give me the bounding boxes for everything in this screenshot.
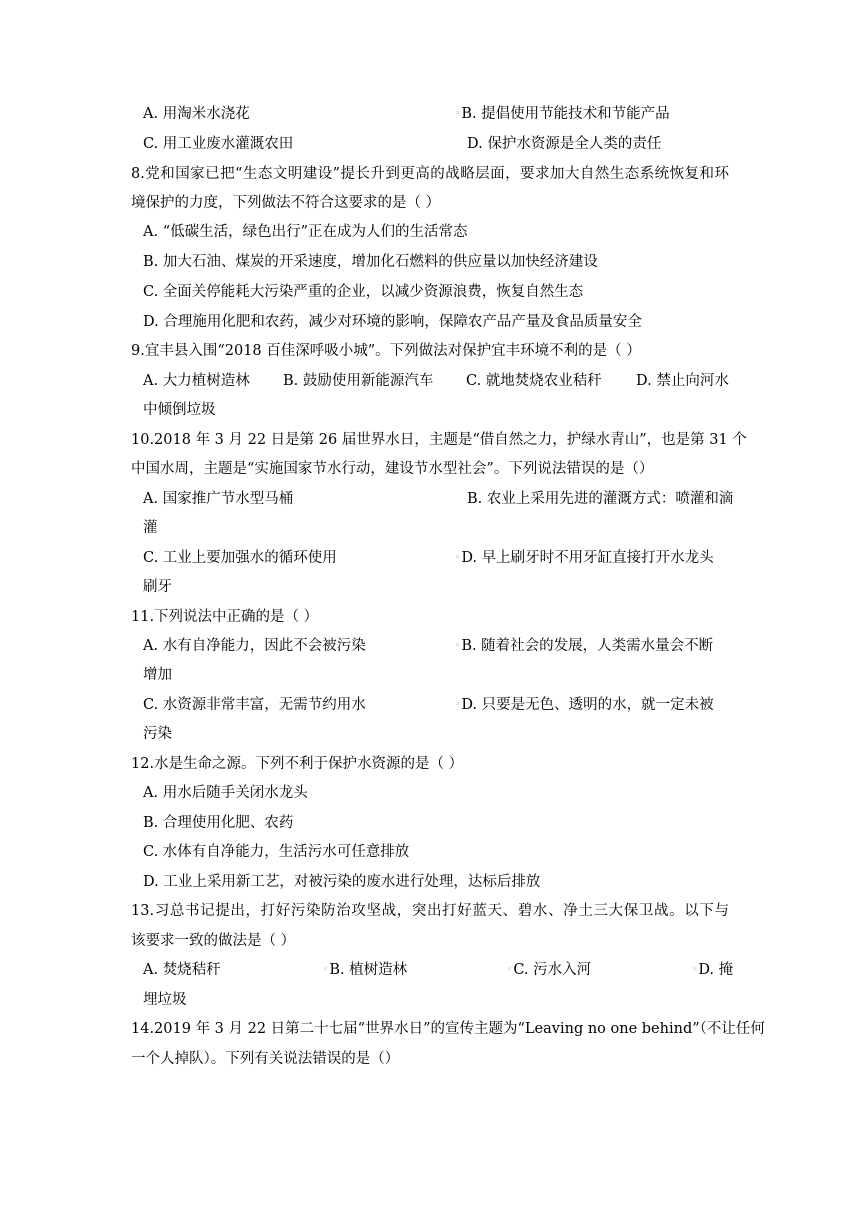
q12-option-a: A. 用水后随手关闭水龙头 (143, 785, 308, 801)
q10-option-d-continued: 刷牙 (143, 579, 172, 595)
q10-option-d-text: D. 早上刷牙时不用牙缸直接打开水龙头 (461, 550, 714, 566)
q10-stem-line2: 中国水周，主题是“实施国家节水行动，建设节水型社会”。下列说法错误的是（） (131, 461, 654, 477)
q9-option-b: B. 鼓励使用新能源汽车 (283, 373, 434, 389)
paragraph-mark-icon: ◦ (507, 965, 513, 975)
paragraph-mark-icon: ◦ (455, 109, 461, 119)
q10-option-a: A. 国家推广节水型马桶 (143, 491, 294, 507)
q9-option-c: C. 就地焚烧农业秸秆 (466, 373, 602, 389)
q11-option-c: C. 水资源非常丰富，无需节约用水 (143, 697, 366, 713)
q13-option-c (507, 960, 591, 980)
q8-option-a: A. “低碳生活，绿色出行”正在成为人们的生活常态 (143, 224, 468, 240)
q11-option-a: A. 水有自净能力，因此不会被污染 (143, 638, 366, 654)
paragraph-mark-icon: ◦ (455, 641, 461, 651)
q11-option-b (455, 636, 713, 656)
q12-option-c: C. 水体有自净能力，生活污水可任意排放 (143, 844, 410, 860)
q12-option-b: B. 合理使用化肥、农药 (143, 815, 294, 831)
q8-stem-line2: 境保护的力度，下列做法不符合这要求的是（ ） (131, 195, 441, 211)
q13-option-b-text: B. 植树造林 (329, 962, 408, 978)
q8-option-b: B. 加大石油、煤炭的开采速度，增加化石燃料的供应量以加快经济建设 (143, 254, 598, 270)
q13-option-c-text: C. 污水入河 (513, 962, 592, 978)
q8-option-c: C. 全面关停能耗大污染严重的企业，以减少资源浪费，恢复自然生态 (143, 284, 584, 300)
q13-option-d-text: D. 掩 (698, 962, 734, 978)
q9-option-d-continued: 中倾倒垃圾 (143, 402, 216, 418)
q10-stem-line1: 10.2018 年 3 月 22 日是第 26 届世界水日，主题是“借自然之力，护绿水青山”，也是第 31 个 (131, 432, 747, 448)
q13-option-a: A. 焚烧秸秆 (143, 962, 221, 978)
paragraph-mark-icon: ◦ (455, 553, 461, 563)
q8-stem-line1: 8.党和国家已把“生态文明建设”提长升到更高的战略层面，要求加大自然生态系统恢复和环 (131, 166, 729, 182)
q11-option-b-text: B. 随着社会的发展，人类需水量会不断 (461, 638, 714, 654)
q10-option-c: C. 工业上要加强水的循环使用 (143, 550, 337, 566)
q9-option-a: A. 大力植树造林 (143, 373, 250, 389)
q7-option-a: A. 用淘米水浇花 (143, 106, 250, 122)
q9-option-d: D. 禁止向河水 (636, 373, 729, 389)
q11-option-d-continued: 污染 (143, 726, 172, 742)
q13-option-d-continued: 埋垃圾 (143, 992, 187, 1008)
q10-option-d (455, 548, 714, 568)
q8-option-d: D. 合理施用化肥和农药，减少对环境的影响，保障农产品产量及食品质量安全 (143, 314, 642, 330)
q7-option-d: D. 保护水资源是全人类的责任 (467, 136, 662, 152)
q13-option-b (323, 960, 407, 980)
q12-stem: 12.水是生命之源。下列不利于保护水资源的是（ ） (131, 756, 464, 772)
q12-option-d: D. 工业上采用新工艺，对被污染的废水进行处理，达标后排放 (143, 874, 541, 890)
q9-stem: 9.宜丰县入围“2018 百佳深呼吸小城”。下列做法对保护宜丰环境不利的是（ ） (131, 343, 641, 359)
q7-option-b-text: B. 提倡使用节能技术和节能产品 (461, 106, 670, 122)
q7-option-c: C. 用工业废水灌溉农田 (143, 136, 294, 152)
q7-option-b (455, 104, 670, 124)
q13-stem-line2: 该要求一致的做法是（ ） (131, 933, 296, 949)
q10-option-b: B. 农业上采用先进的灌溉方式：喷灌和滴 (467, 491, 734, 507)
q11-option-b-continued: 增加 (143, 667, 172, 683)
paragraph-mark-icon: ◦ (323, 965, 329, 975)
q14-stem-line2: 一个人掉队）。下列有关说法错误的是（） (131, 1051, 400, 1067)
q14-stem-line1: 14.2019 年 3 月 22 日第二十七届“世界水日”的宣传主题为“Leaving no one behind”（不让任何 (131, 1021, 765, 1037)
paragraph-mark-icon: ◦ (455, 700, 461, 710)
q11-option-d-text: D. 只要是无色、透明的水，就一定未被 (461, 697, 714, 713)
q13-stem-line1: 13.习总书记提出，打好污染防治攻坚战，突出打好蓝天、碧水、净土三大保卫战。以下与 (131, 903, 729, 919)
q11-option-d (455, 695, 714, 715)
paragraph-mark-icon: ◦ (692, 965, 698, 975)
q13-option-d (692, 960, 733, 980)
q10-option-b-continued: 灌 (143, 520, 158, 536)
q11-stem: 11.下列说法中正确的是（ ） (131, 609, 319, 625)
